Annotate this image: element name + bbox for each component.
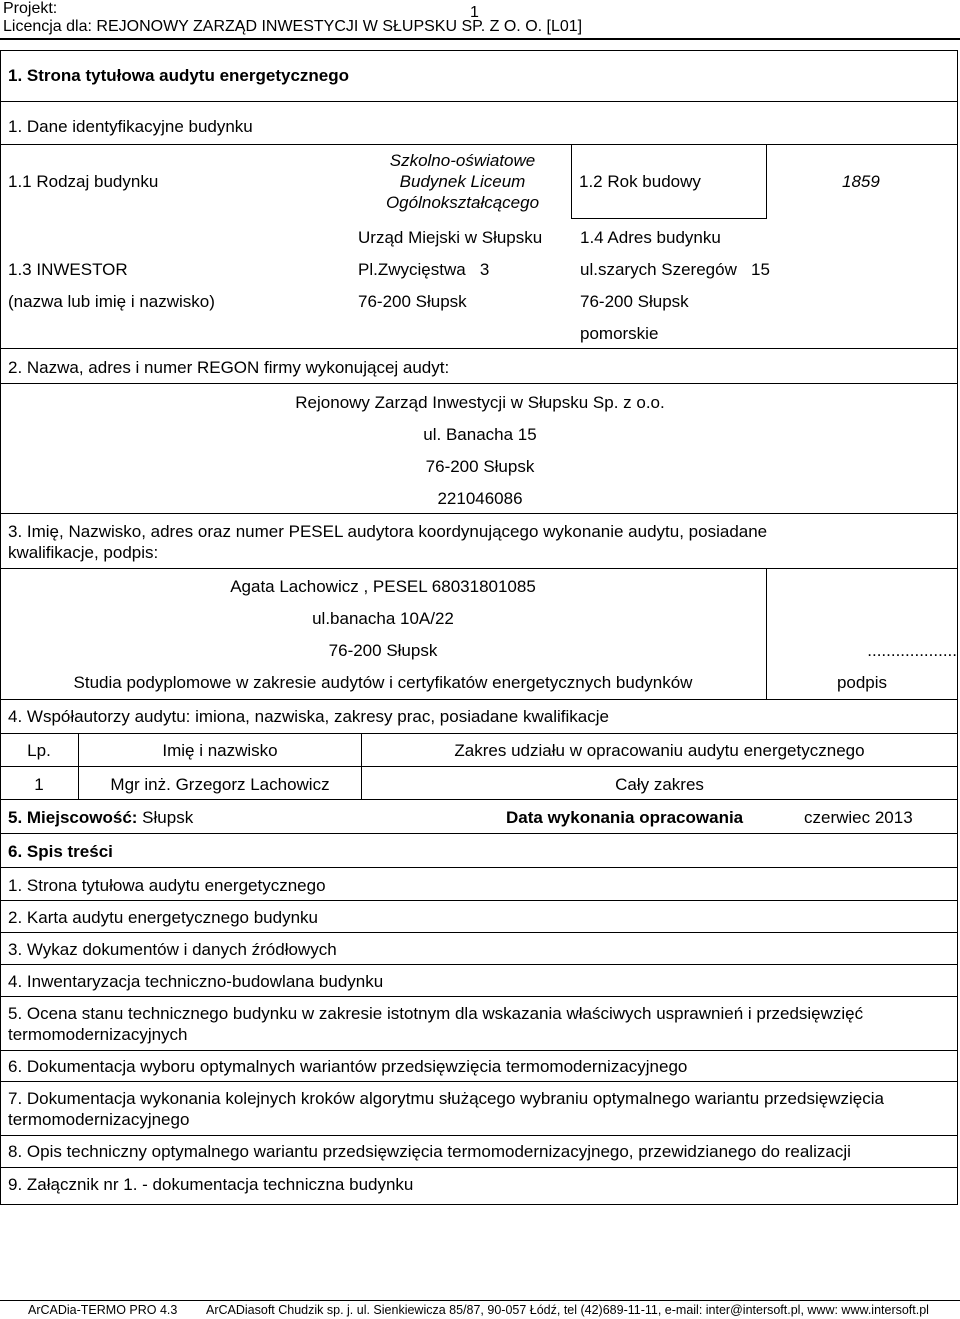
cell-border (766, 144, 767, 219)
toc-item-cont: termomodernizacyjnych (8, 1025, 188, 1044)
rule (0, 101, 958, 102)
rule (0, 996, 958, 997)
toc-item: 6. Dokumentacja wyboru optymalnych wariantów przedsięwzięcia termomodernizacyjnego (8, 1057, 688, 1076)
investor-sublabel: (nazwa lub imię i nazwisko) (8, 292, 215, 311)
rule (571, 218, 767, 219)
rule (0, 867, 958, 868)
address-line: 76-200 Słupsk (580, 292, 689, 311)
section2-heading: 2. Nazwa, adres i numer REGON firmy wykonującej audyt: (8, 358, 450, 377)
rule (0, 766, 958, 767)
place-value: Słupsk (142, 808, 194, 827)
investor-line: Pl.Zwycięstwa 3 (358, 260, 490, 279)
toc-item: 3. Wykaz dokumentów i danych źródłowych (8, 940, 337, 959)
auditor-city: 76-200 Słupsk (328, 641, 438, 660)
year-label: 1.2 Rok budowy (579, 172, 701, 191)
auditor-street: ul.banacha 10A/22 (312, 609, 454, 628)
auditor-name-pesel: Agata Lachowicz , PESEL 68031801085 (230, 577, 536, 596)
building-type-line: Szkolno-oświatowe (389, 151, 536, 170)
address-label: 1.4 Adres budynku (580, 228, 721, 247)
firm-regon: 221046086 (437, 489, 523, 508)
toc-item: 4. Inwentaryzacja techniczno-budowlana budynku (8, 972, 384, 991)
building-type-value (340, 150, 585, 213)
section3-heading: 3. Imię, Nazwisko, adres oraz numer PESEL audytora koordynującego wykonanie audytu, posiadane (8, 522, 768, 541)
rule (0, 383, 958, 384)
toc-item: 2. Karta audytu energetycznego budynku (8, 908, 318, 927)
date-value: czerwiec 2013 (804, 808, 913, 827)
auditor-qualifications: Studia podyplomowe w zakresie audytów i certyfikatów energetycznych budynków (73, 673, 693, 692)
footer-company: ArCADiasoft Chudzik sp. j. ul. Sienkiewicza 85/87, 90-057 Łódź, tel (42)689-11-11, e-mail: inter@intersoft.pl, www: www.intersoft.pl (206, 1303, 929, 1317)
rule (0, 932, 958, 933)
rule (0, 833, 958, 834)
toc-item: 7. Dokumentacja wykonania kolejnych kroków algorytmu służącego wybraniu optymalnego wariantu przedsięwzięcia (8, 1089, 884, 1108)
rule (0, 568, 958, 569)
signature-label: podpis (836, 673, 888, 692)
cell-border (571, 144, 572, 219)
frame-bottom (0, 1204, 958, 1205)
place-label: 5. Miejscowość: (8, 808, 138, 827)
building-type-label: 1.1 Rodzaj budynku (8, 172, 159, 191)
table-header-lp: Lp. (27, 741, 51, 760)
page-title: 1. Strona tytułowa audytu energetycznego (8, 66, 350, 85)
footer-rule (0, 1300, 960, 1301)
rule (0, 733, 958, 734)
section1-heading: 1. Dane identyfikacyjne budynku (8, 117, 253, 136)
rule (0, 348, 958, 349)
firm-city: 76-200 Słupsk (425, 457, 535, 476)
toc-item-cont: termomodernizacyjnego (8, 1110, 190, 1129)
rule (0, 144, 958, 145)
frame-right (957, 50, 958, 1205)
rule (0, 1081, 958, 1082)
footer-product: ArCADia-TERMO PRO 4.3 (28, 1303, 178, 1317)
building-type-line: Budynek Liceum (399, 172, 526, 191)
firm-street: ul. Banacha 15 (423, 425, 537, 444)
table-cell-lp: 1 (34, 775, 44, 794)
table-header-name: Imię i nazwisko (162, 741, 278, 760)
header-rule (0, 38, 960, 40)
toc-item: 5. Ocena stanu technicznego budynku w zakresie istotnym dla wskazania właściwych usprawnień i przedsięwzięć (8, 1004, 864, 1023)
frame-top (0, 50, 958, 51)
rule (0, 900, 958, 901)
investor-line: Urząd Miejski w Słupsku (358, 228, 543, 247)
toc-item: 8. Opis techniczny optymalnego wariantu przedsięwzięcia termomodernizacyjnego, przewidzianego do realizacji (8, 1142, 851, 1161)
license-text: Licencja dla: REJONOWY ZARZĄD INWESTYCJI W SŁUPSKU SP. Z O. O. [L01] (3, 18, 583, 35)
rule (0, 799, 958, 800)
table-cell-scope: Cały zakres (615, 775, 704, 794)
rule (0, 1050, 958, 1051)
rule (0, 964, 958, 965)
investor-label: 1.3 INWESTOR (8, 260, 128, 279)
year-value: 1859 (842, 172, 880, 191)
signature-dots: ................... (867, 641, 957, 660)
project-label: Projekt: (3, 0, 58, 17)
table-header-scope: Zakres udziału w opracowaniu audytu energetycznego (454, 741, 865, 760)
rule (0, 1135, 958, 1136)
page-number: 1 (470, 4, 479, 21)
rule (0, 699, 958, 700)
rule (0, 513, 958, 514)
investor-line: 76-200 Słupsk (358, 292, 467, 311)
address-line: ul.szarych Szeregów 15 (580, 260, 770, 279)
firm-name: Rejonowy Zarząd Inwestycji w Słupsku Sp. z o.o. (295, 393, 665, 412)
address-line: pomorskie (580, 324, 659, 343)
section4-heading: 4. Współautorzy audytu: imiona, nazwiska, zakresy prac, posiadane kwalifikacje (8, 707, 609, 726)
table-cell-name: Mgr inż. Grzegorz Lachowicz (110, 775, 330, 794)
toc-item: 9. Załącznik nr 1. - dokumentacja techniczna budynku (8, 1175, 414, 1194)
rule (0, 1167, 958, 1168)
date-label: Data wykonania opracowania (506, 808, 744, 827)
toc-item: 1. Strona tytułowa audytu energetycznego (8, 876, 326, 895)
building-type-line: Ogólnokształcącego (385, 193, 540, 212)
toc-heading: 6. Spis treści (8, 842, 113, 861)
section3-heading-cont: kwalifikacje, podpis: (8, 543, 159, 562)
place-field (8, 808, 193, 828)
